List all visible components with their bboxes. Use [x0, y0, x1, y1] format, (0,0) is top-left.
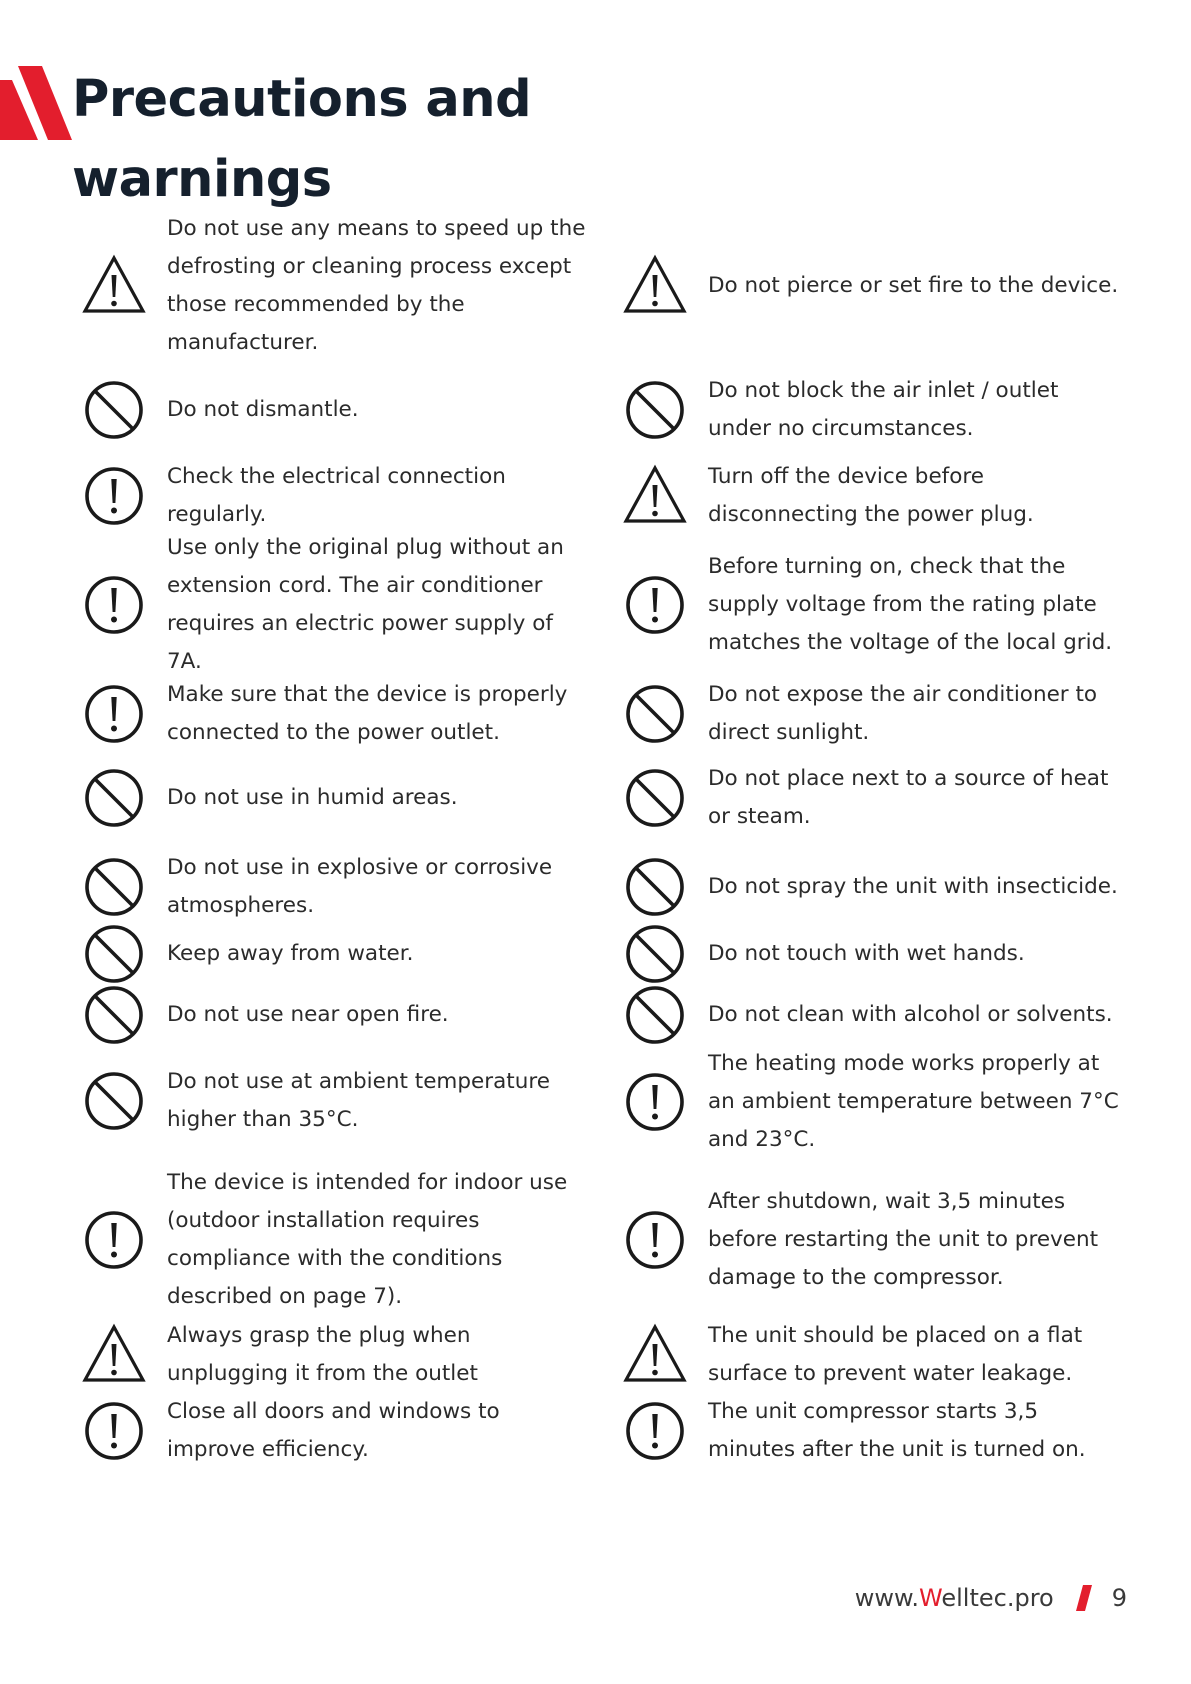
prohibited-icon [81, 854, 147, 920]
warning-triangle-icon [622, 1322, 688, 1388]
precaution-text: Do not clean with alcohol or solvents. [708, 1002, 1113, 1027]
exclamation-circle-icon [81, 572, 147, 638]
precaution-item [622, 456, 1128, 536]
precaution-item [622, 546, 1128, 664]
precaution-item [81, 983, 587, 1047]
page-header [0, 60, 800, 209]
page-title: Precautions and warnings [72, 70, 532, 209]
precaution-text: Make sure that the device is properly connected to the power outlet. [167, 682, 568, 745]
precaution-text: Keep away from water. [167, 941, 414, 966]
exclamation-circle-icon [622, 572, 688, 638]
precaution-text: Do not block the air inlet / outlet under no circumstances. [708, 378, 1059, 441]
precaution-text: Do not use any means to speed up the defrosting or cleaning process except those recommended by the manufacturer. [167, 216, 586, 355]
red-slash-icon [1076, 1585, 1092, 1611]
precaution-text: The heating mode works properly at an ambient temperature between 7°C and 23°C. [708, 1051, 1119, 1152]
precaution-item [622, 1391, 1128, 1471]
precaution-text: Do not place next to a source of heat or steam. [708, 766, 1109, 829]
prohibited-icon [622, 681, 688, 747]
warning-triangle-icon [622, 463, 688, 529]
precaution-text: Do not use at ambient temperature higher than 35°C. [167, 1069, 550, 1132]
precaution-item [622, 1043, 1128, 1161]
exclamation-circle-icon [622, 1207, 688, 1273]
precaution-item [81, 375, 587, 445]
exclamation-circle-icon [81, 463, 147, 529]
precaution-text: Turn off the device before disconnecting the power plug. [708, 464, 1034, 527]
prohibited-icon [81, 982, 147, 1048]
precaution-text: Before turning on, check that the supply voltage from the rating plate matches the voltage of the local grid. [708, 554, 1113, 655]
prohibited-icon [81, 921, 147, 987]
precaution-item [81, 674, 587, 754]
exclamation-circle-icon [81, 1398, 147, 1464]
exclamation-circle-icon [622, 1069, 688, 1135]
precaution-item [81, 456, 587, 536]
precaution-item [622, 674, 1128, 754]
exclamation-circle-icon [81, 681, 147, 747]
precaution-item [81, 763, 587, 833]
precaution-item [622, 983, 1128, 1047]
prohibited-icon [622, 854, 688, 920]
precaution-item [622, 922, 1128, 986]
red-accent-stripes-icon [0, 66, 72, 140]
warning-triangle-icon [81, 1322, 147, 1388]
precaution-text: Close all doors and windows to improve efficiency. [167, 1399, 500, 1462]
warning-triangle-icon [81, 253, 147, 319]
precaution-text: Always grasp the plug when unplugging it from the outlet [167, 1323, 478, 1386]
precaution-item [622, 370, 1128, 450]
precaution-text: Do not spray the unit with insecticide. [708, 874, 1118, 899]
precaution-text: Do not dismantle. [167, 397, 359, 422]
prohibited-icon [81, 765, 147, 831]
prohibited-icon [81, 1068, 147, 1134]
precaution-item [81, 1061, 587, 1141]
precaution-item [81, 206, 587, 366]
page-footer [855, 1575, 1127, 1621]
prohibited-icon [81, 377, 147, 443]
warning-triangle-icon [622, 253, 688, 319]
precaution-item [81, 922, 587, 986]
precaution-text: Do not use near open fire. [167, 1002, 449, 1027]
precaution-text: Do not touch with wet hands. [708, 941, 1025, 966]
precaution-text: Use only the original plug without an extension cord. The air conditioner requires an electric power supply of 7A. [167, 535, 564, 674]
precaution-item [622, 256, 1128, 316]
page-number: 9 [1111, 1584, 1127, 1612]
precaution-text: Do not use in explosive or corrosive atmospheres. [167, 855, 553, 918]
prohibited-icon [622, 982, 688, 1048]
website-url[interactable]: www.Welltec.pro [854, 1584, 1054, 1612]
precaution-item [622, 758, 1128, 838]
precaution-item [622, 1315, 1128, 1395]
precaution-item [81, 1315, 587, 1395]
precaution-item [81, 847, 587, 927]
exclamation-circle-icon [622, 1398, 688, 1464]
precaution-text: The unit compressor starts 3,5 minutes after the unit is turned on. [708, 1399, 1086, 1462]
precaution-text: Check the electrical connection regularly. [167, 464, 506, 527]
exclamation-circle-icon [81, 1207, 147, 1273]
precaution-item [81, 535, 587, 674]
precaution-text: Do not expose the air conditioner to direct sunlight. [708, 682, 1098, 745]
precaution-text: After shutdown, wait 3,5 minutes before restarting the unit to prevent damage to the compressor. [708, 1189, 1099, 1290]
precaution-item [622, 1181, 1128, 1299]
precaution-item [622, 852, 1128, 922]
prohibited-icon [622, 921, 688, 987]
precaution-text: Do not use in humid areas. [167, 785, 458, 810]
prohibited-icon [622, 377, 688, 443]
precaution-item [81, 1391, 587, 1471]
prohibited-icon [622, 765, 688, 831]
precaution-text: Do not pierce or set fire to the device. [708, 273, 1119, 298]
precaution-text: The unit should be placed on a flat surface to prevent water leakage. [708, 1323, 1083, 1386]
precaution-text: The device is intended for indoor use (outdoor installation requires compliance with the conditions described on page 7). [167, 1170, 568, 1309]
precaution-item [81, 1162, 587, 1318]
